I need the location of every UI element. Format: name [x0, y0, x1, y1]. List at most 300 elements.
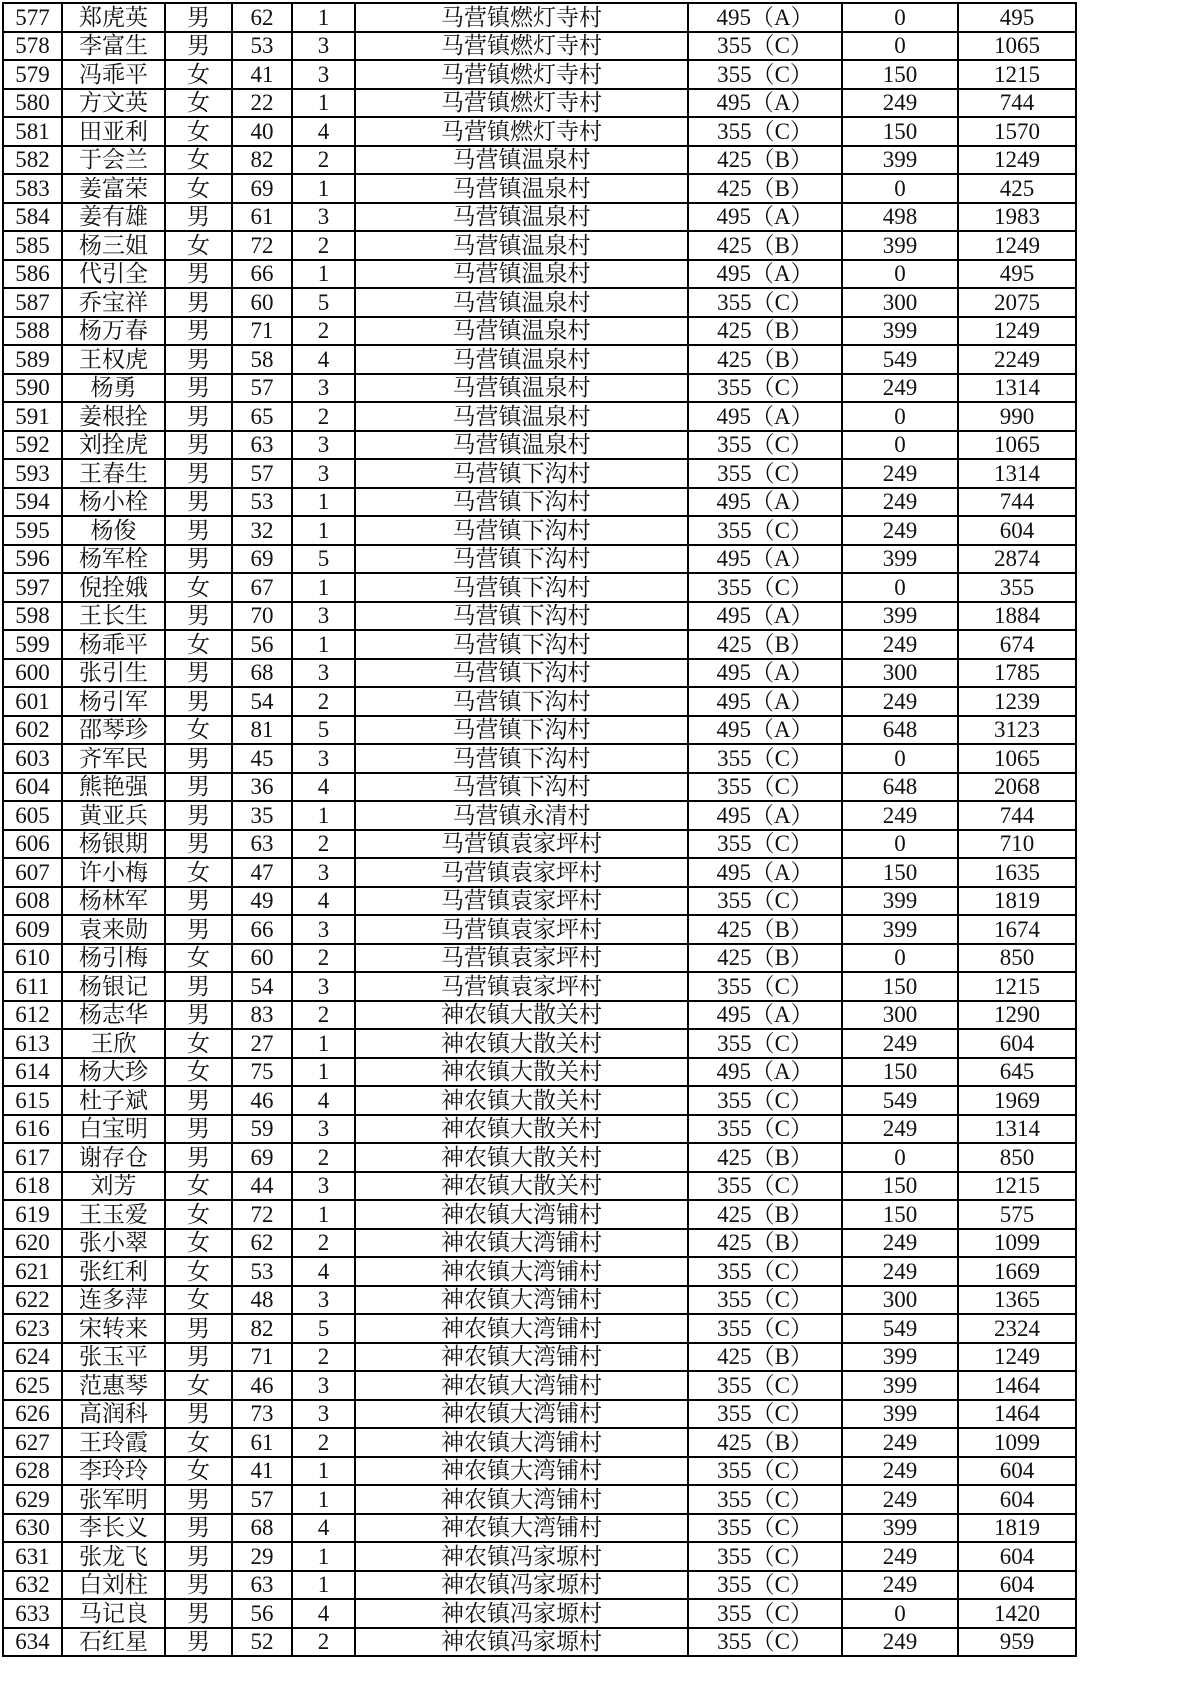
cell-name: 熊艳强: [62, 773, 165, 802]
cell-standard: 425（B）: [688, 146, 842, 175]
cell-gender: 女: [165, 1286, 232, 1315]
table-row: [3, 203, 1076, 232]
cell-name: 王欣: [62, 1029, 165, 1058]
cell-total: 604: [958, 516, 1076, 545]
cell-gender: 男: [165, 744, 232, 773]
table-row: [3, 1628, 1076, 1657]
cell-name: 王玉爱: [62, 1200, 165, 1229]
cell-name: 齐军民: [62, 744, 165, 773]
cell-age: 81: [232, 716, 292, 745]
cell-adjustment: 300: [842, 659, 958, 688]
cell-standard: 355（C）: [688, 431, 842, 460]
cell-total: 1215: [958, 1172, 1076, 1201]
cell-name: 姜根拴: [62, 402, 165, 431]
cell-gender: 男: [165, 602, 232, 631]
cell-standard: 355（C）: [688, 573, 842, 602]
cell-gender: 女: [165, 146, 232, 175]
cell-total: 1065: [958, 431, 1076, 460]
cell-household-count: 3: [292, 858, 355, 887]
cell-village: 马营镇温泉村: [355, 146, 688, 175]
cell-village: 神农镇冯家塬村: [355, 1571, 688, 1600]
cell-row-number: 596: [3, 545, 62, 574]
cell-adjustment: 249: [842, 1428, 958, 1457]
cell-household-count: 3: [292, 32, 355, 61]
cell-adjustment: 399: [842, 915, 958, 944]
cell-gender: 女: [165, 1229, 232, 1258]
cell-row-number: 598: [3, 602, 62, 631]
cell-total: 1464: [958, 1400, 1076, 1429]
cell-village: 马营镇袁家坪村: [355, 944, 688, 973]
cell-gender: 男: [165, 402, 232, 431]
cell-age: 57: [232, 374, 292, 403]
cell-standard: 495（A）: [688, 402, 842, 431]
cell-standard: 425（B）: [688, 915, 842, 944]
cell-village: 神农镇大散关村: [355, 1001, 688, 1030]
cell-household-count: 1: [292, 3, 355, 32]
cell-village: 马营镇温泉村: [355, 260, 688, 289]
cell-age: 45: [232, 744, 292, 773]
cell-name: 郑虎英: [62, 3, 165, 32]
cell-row-number: 623: [3, 1314, 62, 1343]
cell-gender: 男: [165, 830, 232, 859]
cell-name: 杨引军: [62, 687, 165, 716]
cell-row-number: 593: [3, 459, 62, 488]
cell-household-count: 1: [292, 1457, 355, 1486]
cell-total: 1635: [958, 858, 1076, 887]
cell-age: 69: [232, 545, 292, 574]
cell-adjustment: 249: [842, 1485, 958, 1514]
cell-standard: 495（A）: [688, 687, 842, 716]
cell-adjustment: 249: [842, 488, 958, 517]
cell-name: 袁来勋: [62, 915, 165, 944]
cell-village: 马营镇温泉村: [355, 203, 688, 232]
benefit-roster-table: [2, 2, 1077, 1657]
cell-village: 马营镇袁家坪村: [355, 915, 688, 944]
table-row: [3, 231, 1076, 260]
cell-standard: 425（B）: [688, 1229, 842, 1258]
cell-gender: 女: [165, 89, 232, 118]
cell-total: 1249: [958, 146, 1076, 175]
cell-household-count: 3: [292, 1400, 355, 1429]
table-row: [3, 516, 1076, 545]
cell-gender: 男: [165, 317, 232, 346]
cell-household-count: 2: [292, 944, 355, 973]
cell-gender: 女: [165, 1371, 232, 1400]
cell-household-count: 4: [292, 1086, 355, 1115]
cell-gender: 女: [165, 1029, 232, 1058]
cell-village: 马营镇燃灯寺村: [355, 89, 688, 118]
cell-total: 744: [958, 488, 1076, 517]
cell-name: 刘芳: [62, 1172, 165, 1201]
cell-gender: 男: [165, 288, 232, 317]
cell-row-number: 581: [3, 117, 62, 146]
cell-age: 73: [232, 1400, 292, 1429]
cell-household-count: 3: [292, 972, 355, 1001]
cell-standard: 495（A）: [688, 203, 842, 232]
table-row: [3, 1286, 1076, 1315]
cell-age: 46: [232, 1371, 292, 1400]
cell-standard: 495（A）: [688, 858, 842, 887]
cell-age: 66: [232, 260, 292, 289]
cell-gender: 男: [165, 1628, 232, 1657]
cell-name: 白宝明: [62, 1115, 165, 1144]
cell-total: 1099: [958, 1428, 1076, 1457]
cell-name: 乔宝祥: [62, 288, 165, 317]
cell-name: 田亚利: [62, 117, 165, 146]
cell-gender: 男: [165, 203, 232, 232]
table-row: [3, 459, 1076, 488]
cell-household-count: 2: [292, 1001, 355, 1030]
cell-village: 马营镇温泉村: [355, 374, 688, 403]
cell-household-count: 3: [292, 203, 355, 232]
table-row: [3, 573, 1076, 602]
cell-row-number: 620: [3, 1229, 62, 1258]
cell-total: 850: [958, 1143, 1076, 1172]
table-row: [3, 1058, 1076, 1087]
cell-row-number: 585: [3, 231, 62, 260]
cell-age: 62: [232, 1229, 292, 1258]
cell-gender: 女: [165, 1172, 232, 1201]
cell-total: 425: [958, 174, 1076, 203]
cell-total: 575: [958, 1200, 1076, 1229]
cell-adjustment: 0: [842, 1143, 958, 1172]
cell-standard: 355（C）: [688, 459, 842, 488]
table-row: [3, 1343, 1076, 1372]
cell-name: 王权虎: [62, 345, 165, 374]
cell-household-count: 1: [292, 1571, 355, 1600]
cell-standard: 495（A）: [688, 89, 842, 118]
cell-standard: 355（C）: [688, 117, 842, 146]
cell-name: 杨志华: [62, 1001, 165, 1030]
cell-village: 马营镇温泉村: [355, 317, 688, 346]
cell-village: 神农镇大湾铺村: [355, 1514, 688, 1543]
cell-village: 神农镇大湾铺村: [355, 1457, 688, 1486]
cell-standard: 355（C）: [688, 1172, 842, 1201]
cell-village: 马营镇袁家坪村: [355, 887, 688, 916]
cell-village: 神农镇大湾铺村: [355, 1286, 688, 1315]
cell-gender: 男: [165, 1001, 232, 1030]
cell-row-number: 588: [3, 317, 62, 346]
cell-row-number: 591: [3, 402, 62, 431]
cell-adjustment: 648: [842, 716, 958, 745]
cell-village: 马营镇下沟村: [355, 744, 688, 773]
table-row: [3, 1229, 1076, 1258]
table-row: [3, 1115, 1076, 1144]
table-row: [3, 488, 1076, 517]
table-row: [3, 1086, 1076, 1115]
table-row: [3, 60, 1076, 89]
cell-household-count: 5: [292, 716, 355, 745]
table-row: [3, 117, 1076, 146]
cell-adjustment: 0: [842, 573, 958, 602]
cell-gender: 男: [165, 459, 232, 488]
table-row: [3, 1143, 1076, 1172]
cell-row-number: 619: [3, 1200, 62, 1229]
cell-name: 李富生: [62, 32, 165, 61]
cell-adjustment: 249: [842, 1229, 958, 1258]
cell-village: 马营镇永清村: [355, 801, 688, 830]
cell-standard: 425（B）: [688, 944, 842, 973]
cell-row-number: 590: [3, 374, 62, 403]
cell-village: 马营镇下沟村: [355, 659, 688, 688]
cell-name: 张军明: [62, 1485, 165, 1514]
cell-adjustment: 249: [842, 1257, 958, 1286]
cell-age: 41: [232, 60, 292, 89]
cell-standard: 355（C）: [688, 516, 842, 545]
table-row: [3, 1029, 1076, 1058]
cell-name: 杨三姐: [62, 231, 165, 260]
cell-standard: 355（C）: [688, 1599, 842, 1628]
cell-household-count: 2: [292, 1628, 355, 1657]
cell-standard: 495（A）: [688, 801, 842, 830]
table-row: [3, 630, 1076, 659]
cell-name: 杨银记: [62, 972, 165, 1001]
cell-age: 46: [232, 1086, 292, 1115]
cell-name: 王玲霞: [62, 1428, 165, 1457]
cell-household-count: 3: [292, 659, 355, 688]
cell-adjustment: 150: [842, 858, 958, 887]
cell-name: 杨军栓: [62, 545, 165, 574]
cell-household-count: 1: [292, 1058, 355, 1087]
cell-age: 40: [232, 117, 292, 146]
cell-adjustment: 150: [842, 972, 958, 1001]
cell-age: 72: [232, 231, 292, 260]
cell-village: 神农镇大湾铺村: [355, 1257, 688, 1286]
cell-adjustment: 0: [842, 830, 958, 859]
cell-row-number: 577: [3, 3, 62, 32]
cell-adjustment: 399: [842, 1343, 958, 1372]
cell-name: 张引生: [62, 659, 165, 688]
cell-village: 马营镇下沟村: [355, 687, 688, 716]
cell-village: 马营镇温泉村: [355, 345, 688, 374]
cell-adjustment: 0: [842, 744, 958, 773]
cell-household-count: 1: [292, 1542, 355, 1571]
cell-standard: 425（B）: [688, 630, 842, 659]
table-row: [3, 858, 1076, 887]
cell-gender: 女: [165, 630, 232, 659]
cell-standard: 355（C）: [688, 1514, 842, 1543]
cell-gender: 男: [165, 1143, 232, 1172]
cell-total: 1570: [958, 117, 1076, 146]
cell-age: 54: [232, 972, 292, 1001]
cell-gender: 男: [165, 1400, 232, 1429]
cell-adjustment: 498: [842, 203, 958, 232]
table-row: [3, 887, 1076, 916]
cell-gender: 男: [165, 915, 232, 944]
cell-age: 36: [232, 773, 292, 802]
cell-adjustment: 0: [842, 1599, 958, 1628]
table-row: [3, 32, 1076, 61]
cell-name: 连多萍: [62, 1286, 165, 1315]
cell-gender: 男: [165, 1314, 232, 1343]
cell-standard: 355（C）: [688, 374, 842, 403]
cell-adjustment: 0: [842, 402, 958, 431]
cell-standard: 495（A）: [688, 716, 842, 745]
cell-household-count: 1: [292, 630, 355, 659]
cell-age: 44: [232, 1172, 292, 1201]
cell-name: 张玉平: [62, 1343, 165, 1372]
cell-standard: 355（C）: [688, 1457, 842, 1486]
cell-name: 杨乖平: [62, 630, 165, 659]
cell-village: 马营镇下沟村: [355, 573, 688, 602]
cell-name: 姜富荣: [62, 174, 165, 203]
cell-village: 马营镇下沟村: [355, 545, 688, 574]
cell-adjustment: 150: [842, 1172, 958, 1201]
cell-village: 马营镇燃灯寺村: [355, 117, 688, 146]
cell-total: 850: [958, 944, 1076, 973]
cell-adjustment: 399: [842, 1371, 958, 1400]
cell-name: 许小梅: [62, 858, 165, 887]
cell-standard: 495（A）: [688, 602, 842, 631]
cell-adjustment: 249: [842, 89, 958, 118]
cell-row-number: 634: [3, 1628, 62, 1657]
cell-adjustment: 0: [842, 3, 958, 32]
cell-total: 1065: [958, 744, 1076, 773]
cell-adjustment: 549: [842, 1086, 958, 1115]
cell-row-number: 579: [3, 60, 62, 89]
cell-village: 马营镇温泉村: [355, 174, 688, 203]
cell-village: 神农镇大湾铺村: [355, 1428, 688, 1457]
cell-village: 神农镇冯家塬村: [355, 1628, 688, 1657]
cell-household-count: 2: [292, 687, 355, 716]
cell-village: 神农镇大散关村: [355, 1172, 688, 1201]
cell-adjustment: 0: [842, 431, 958, 460]
cell-total: 674: [958, 630, 1076, 659]
cell-name: 杨银期: [62, 830, 165, 859]
table-row: [3, 146, 1076, 175]
cell-gender: 女: [165, 1058, 232, 1087]
cell-standard: 355（C）: [688, 887, 842, 916]
cell-age: 57: [232, 459, 292, 488]
table-row: [3, 288, 1076, 317]
cell-age: 52: [232, 1628, 292, 1657]
cell-total: 495: [958, 3, 1076, 32]
cell-age: 71: [232, 317, 292, 346]
cell-gender: 男: [165, 1599, 232, 1628]
cell-total: 2324: [958, 1314, 1076, 1343]
cell-gender: 男: [165, 3, 232, 32]
cell-total: 645: [958, 1058, 1076, 1087]
cell-age: 61: [232, 1428, 292, 1457]
cell-row-number: 609: [3, 915, 62, 944]
cell-age: 53: [232, 32, 292, 61]
cell-gender: 男: [165, 545, 232, 574]
cell-household-count: 1: [292, 1200, 355, 1229]
cell-age: 66: [232, 915, 292, 944]
cell-gender: 女: [165, 573, 232, 602]
cell-standard: 355（C）: [688, 1029, 842, 1058]
cell-household-count: 2: [292, 146, 355, 175]
cell-gender: 男: [165, 1115, 232, 1144]
cell-row-number: 578: [3, 32, 62, 61]
cell-total: 495: [958, 260, 1076, 289]
cell-household-count: 3: [292, 1286, 355, 1315]
cell-household-count: 1: [292, 573, 355, 602]
cell-village: 神农镇大湾铺村: [355, 1314, 688, 1343]
cell-adjustment: 0: [842, 260, 958, 289]
cell-standard: 355（C）: [688, 1115, 842, 1144]
cell-standard: 355（C）: [688, 1286, 842, 1315]
table-row: [3, 1599, 1076, 1628]
cell-gender: 男: [165, 1514, 232, 1543]
cell-row-number: 597: [3, 573, 62, 602]
cell-adjustment: 249: [842, 1029, 958, 1058]
cell-age: 41: [232, 1457, 292, 1486]
cell-adjustment: 150: [842, 60, 958, 89]
cell-adjustment: 249: [842, 801, 958, 830]
cell-village: 神农镇大湾铺村: [355, 1371, 688, 1400]
cell-adjustment: 150: [842, 1058, 958, 1087]
cell-name: 杨勇: [62, 374, 165, 403]
cell-standard: 355（C）: [688, 1400, 842, 1429]
cell-household-count: 2: [292, 830, 355, 859]
cell-gender: 女: [165, 174, 232, 203]
cell-adjustment: 0: [842, 174, 958, 203]
table-row: [3, 1371, 1076, 1400]
cell-name: 杜子斌: [62, 1086, 165, 1115]
cell-row-number: 595: [3, 516, 62, 545]
cell-total: 3123: [958, 716, 1076, 745]
cell-row-number: 608: [3, 887, 62, 916]
cell-total: 1674: [958, 915, 1076, 944]
cell-gender: 男: [165, 1485, 232, 1514]
cell-standard: 355（C）: [688, 1571, 842, 1600]
cell-village: 马营镇下沟村: [355, 516, 688, 545]
cell-total: 1819: [958, 887, 1076, 916]
cell-adjustment: 249: [842, 1542, 958, 1571]
cell-total: 1365: [958, 1286, 1076, 1315]
cell-household-count: 1: [292, 1485, 355, 1514]
cell-row-number: 614: [3, 1058, 62, 1087]
cell-age: 29: [232, 1542, 292, 1571]
cell-row-number: 606: [3, 830, 62, 859]
cell-standard: 355（C）: [688, 1371, 842, 1400]
cell-age: 47: [232, 858, 292, 887]
cell-total: 1983: [958, 203, 1076, 232]
cell-adjustment: 300: [842, 1286, 958, 1315]
cell-gender: 男: [165, 659, 232, 688]
cell-household-count: 2: [292, 1343, 355, 1372]
cell-village: 马营镇下沟村: [355, 602, 688, 631]
cell-village: 马营镇燃灯寺村: [355, 32, 688, 61]
cell-name: 冯乖平: [62, 60, 165, 89]
cell-total: 355: [958, 573, 1076, 602]
cell-row-number: 589: [3, 345, 62, 374]
cell-standard: 425（B）: [688, 1428, 842, 1457]
table-row: [3, 345, 1076, 374]
cell-row-number: 583: [3, 174, 62, 203]
table-row: [3, 659, 1076, 688]
cell-adjustment: 399: [842, 317, 958, 346]
cell-row-number: 633: [3, 1599, 62, 1628]
cell-household-count: 3: [292, 1172, 355, 1201]
table-row: [3, 1314, 1076, 1343]
cell-name: 李长义: [62, 1514, 165, 1543]
cell-adjustment: 399: [842, 545, 958, 574]
cell-total: 604: [958, 1457, 1076, 1486]
cell-age: 63: [232, 830, 292, 859]
cell-gender: 女: [165, 117, 232, 146]
cell-age: 53: [232, 1257, 292, 1286]
cell-row-number: 616: [3, 1115, 62, 1144]
cell-name: 姜有雄: [62, 203, 165, 232]
table-row: [3, 830, 1076, 859]
cell-household-count: 4: [292, 345, 355, 374]
cell-total: 959: [958, 1628, 1076, 1657]
cell-name: 杨林军: [62, 887, 165, 916]
cell-total: 1669: [958, 1257, 1076, 1286]
cell-village: 马营镇下沟村: [355, 630, 688, 659]
